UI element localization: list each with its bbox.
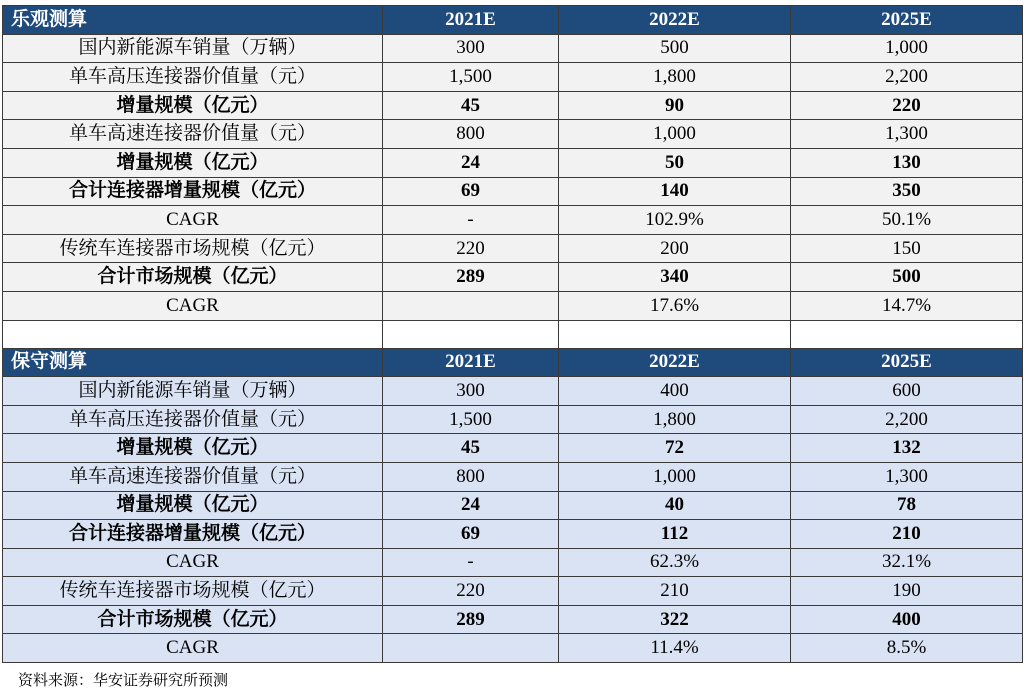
row-label: 国内新能源车销量（万辆） (3, 377, 383, 406)
value-cell: 210 (559, 577, 791, 606)
table-row (3, 206, 1023, 235)
value-cell: 102.9% (559, 206, 791, 235)
row-label: CAGR (3, 206, 383, 235)
value-cell: 45 (383, 434, 559, 463)
value-cell: 24 (383, 148, 559, 177)
value-cell: 1,300 (791, 462, 1023, 491)
value-cell: 62.3% (559, 548, 791, 577)
value-cell: 289 (383, 263, 559, 292)
table-row (3, 605, 1023, 634)
row-label: 合计连接器增量规模（亿元） (3, 520, 383, 549)
table-row (3, 234, 1023, 263)
spacer-row (3, 320, 1023, 348)
value-cell: 2,200 (791, 63, 1023, 92)
table-row (3, 548, 1023, 577)
value-cell: 1,800 (559, 405, 791, 434)
value-cell: 50.1% (791, 206, 1023, 235)
optimistic-header-row (3, 6, 1023, 35)
row-label: 单车高压连接器价值量（元） (3, 63, 383, 92)
value-cell: 69 (383, 177, 559, 206)
row-label: 合计市场规模（亿元） (3, 263, 383, 292)
year-header: 2021E (383, 6, 559, 35)
row-label: 国内新能源车销量（万辆） (3, 34, 383, 63)
value-cell: 32.1% (791, 548, 1023, 577)
value-cell: 1,000 (791, 34, 1023, 63)
value-cell: 2,200 (791, 405, 1023, 434)
value-cell: 78 (791, 491, 1023, 520)
value-cell: 322 (559, 605, 791, 634)
value-cell: 90 (559, 91, 791, 120)
value-cell: 69 (383, 520, 559, 549)
value-cell: 500 (559, 34, 791, 63)
row-label: 合计连接器增量规模（亿元） (3, 177, 383, 206)
value-cell: 289 (383, 605, 559, 634)
row-label: CAGR (3, 548, 383, 577)
value-cell: 1,500 (383, 405, 559, 434)
year-header: 2025E (791, 348, 1023, 377)
row-label: CAGR (3, 291, 383, 320)
row-label: 单车高速连接器价值量（元） (3, 462, 383, 491)
source-note: 资料来源：华安证券研究所预测 (18, 671, 229, 689)
row-label: 增量规模（亿元） (3, 491, 383, 520)
table-row (3, 291, 1023, 320)
value-cell (383, 634, 559, 663)
value-cell: 300 (383, 34, 559, 63)
value-cell: 220 (791, 91, 1023, 120)
value-cell: - (383, 206, 559, 235)
value-cell: 220 (383, 234, 559, 263)
value-cell: 24 (383, 491, 559, 520)
value-cell: 220 (383, 577, 559, 606)
value-cell: 800 (383, 462, 559, 491)
row-label: 单车高压连接器价值量（元） (3, 405, 383, 434)
value-cell: 200 (559, 234, 791, 263)
year-header: 2022E (559, 348, 791, 377)
value-cell: 130 (791, 148, 1023, 177)
table-row (3, 34, 1023, 63)
row-label: 传统车连接器市场规模（亿元） (3, 234, 383, 263)
value-cell: 1,000 (559, 462, 791, 491)
year-header: 2021E (383, 348, 559, 377)
value-cell: 400 (791, 605, 1023, 634)
empty-cell (3, 320, 383, 348)
table-row (3, 177, 1023, 206)
value-cell: 340 (559, 263, 791, 292)
table-row (3, 577, 1023, 606)
table-row (3, 120, 1023, 149)
value-cell: 72 (559, 434, 791, 463)
value-cell: 300 (383, 377, 559, 406)
row-label: 传统车连接器市场规模（亿元） (3, 577, 383, 606)
value-cell: 210 (791, 520, 1023, 549)
value-cell: 500 (791, 263, 1023, 292)
table-row (3, 91, 1023, 120)
value-cell: 1,800 (559, 63, 791, 92)
table-row (3, 405, 1023, 434)
value-cell: 112 (559, 520, 791, 549)
table-row (3, 377, 1023, 406)
forecast-table (2, 5, 1023, 663)
value-cell: 1,300 (791, 120, 1023, 149)
value-cell: 11.4% (559, 634, 791, 663)
table-row (3, 491, 1023, 520)
optimistic-title: 乐观测算 (3, 6, 383, 35)
row-label: 增量规模（亿元） (3, 91, 383, 120)
value-cell: - (383, 548, 559, 577)
value-cell: 600 (791, 377, 1023, 406)
value-cell: 132 (791, 434, 1023, 463)
value-cell: 50 (559, 148, 791, 177)
row-label: CAGR (3, 634, 383, 663)
row-label: 合计市场规模（亿元） (3, 605, 383, 634)
value-cell: 190 (791, 577, 1023, 606)
value-cell: 400 (559, 377, 791, 406)
value-cell: 350 (791, 177, 1023, 206)
value-cell: 150 (791, 234, 1023, 263)
empty-cell (791, 320, 1023, 348)
value-cell: 8.5% (791, 634, 1023, 663)
row-label: 增量规模（亿元） (3, 434, 383, 463)
table-row (3, 148, 1023, 177)
value-cell: 17.6% (559, 291, 791, 320)
empty-cell (559, 320, 791, 348)
value-cell: 45 (383, 91, 559, 120)
table-row (3, 462, 1023, 491)
value-cell: 1,500 (383, 63, 559, 92)
conservative-header-row (3, 348, 1023, 377)
value-cell (383, 291, 559, 320)
year-header: 2025E (791, 6, 1023, 35)
table-row (3, 434, 1023, 463)
table-row (3, 63, 1023, 92)
value-cell: 140 (559, 177, 791, 206)
value-cell: 1,000 (559, 120, 791, 149)
table-row (3, 634, 1023, 663)
empty-cell (383, 320, 559, 348)
row-label: 单车高速连接器价值量（元） (3, 120, 383, 149)
year-header: 2022E (559, 6, 791, 35)
forecast-table-body (3, 6, 1023, 663)
conservative-title: 保守测算 (3, 348, 383, 377)
row-label: 增量规模（亿元） (3, 148, 383, 177)
value-cell: 14.7% (791, 291, 1023, 320)
table-row (3, 263, 1023, 292)
value-cell: 800 (383, 120, 559, 149)
value-cell: 40 (559, 491, 791, 520)
table-row (3, 520, 1023, 549)
